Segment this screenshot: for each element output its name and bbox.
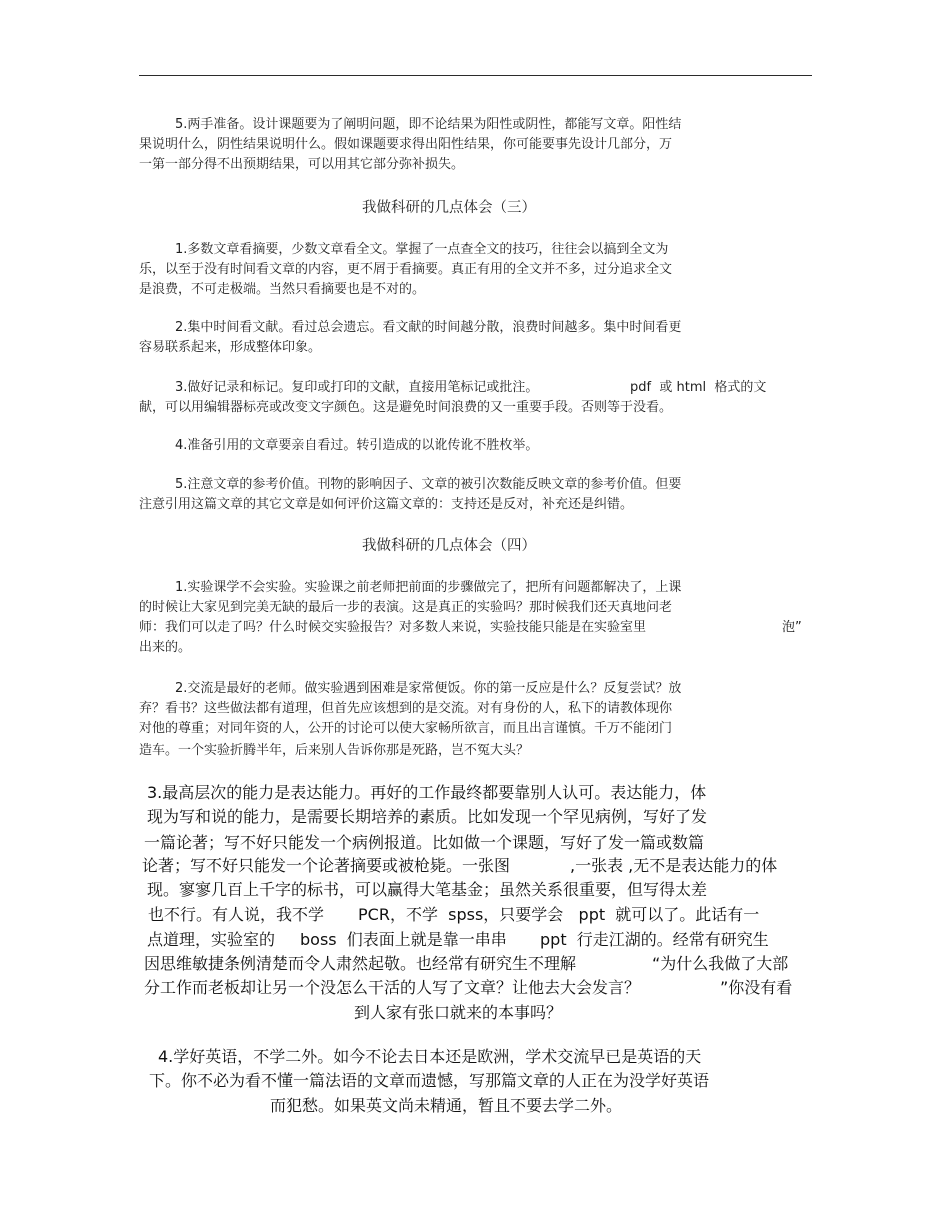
paragraph-line: 是浪费，不可走极端。当然只看摘要也是不对的。	[139, 282, 426, 297]
paragraph-line: 注意引用这篇文章的其它文章是如何评价这篇文章的：支持还是反对，补充还是纠错。	[139, 497, 634, 512]
paragraph-line: 4.准备引用的文章要亲自看过。转引造成的以讹传讹不胜枚举。	[175, 438, 539, 453]
paragraph-line: boss 们表面上就是靠一串串	[300, 930, 507, 949]
paragraph-line: 对他的尊重；对同年资的人，公开的讨论可以使大家畅所欲言，而且出言谨慎。千万不能闭门	[139, 721, 673, 736]
paragraph-line: 5.两手准备。设计课题要为了阐明问题，即不论结果为阳性或阴性，都能写文章。阳性结	[175, 117, 682, 132]
paragraph-line: 师：我们可以走了吗？什么时候交实验报告？对多数人来说，实验技能只能是在实验室里	[139, 620, 647, 635]
paragraph-line: 论著；写不好只能发一个论著摘要或被枪毙。一张图	[142, 856, 511, 875]
paragraph-line: 现为写和说的能力，是需要长期培养的素质。比如发现一个罕见病例，写好了发	[147, 807, 708, 826]
paragraph-line: 3.最高层次的能力是表达能力。再好的工作最终都要靠别人认可。表达能力，体	[147, 783, 707, 802]
paragraph-line: ppt 行走江湖的。经常有研究生	[540, 930, 769, 949]
paragraph-line: 因思维敏捷条例清楚而令人肃然起敬。也经常有研究生不理解	[144, 954, 577, 973]
paragraph-line: 一第一部分得不出预期结果，可以用其它部分弥补损失。	[139, 157, 465, 172]
paragraph-line: 3.做好记录和标记。复印或打印的文献，直接用笔标记或批注。	[175, 380, 539, 395]
paragraph-line: 点道理，实验室的	[147, 930, 276, 949]
paragraph-line: 一篇论著；写不好只能发一个病例报道。比如做一个课题，写好了发一篇或数篇	[144, 833, 705, 852]
paragraph-line: 的时候让大家见到完美无缺的最后一步的表演。这是真正的实验吗？那时候我们还天真地问老	[139, 600, 673, 615]
paragraph-line: 也不行。有人说，我不学	[148, 905, 325, 924]
paragraph-line: ,一张表 ,无不是表达能力的体	[570, 856, 778, 875]
paragraph-line: 乐，以至于没有时间看文章的内容，更不屑于看摘要。真正有用的全文并不多，过分追求全文	[139, 262, 673, 277]
paragraph-line: 造车。一个实验折腾半年，后来别人告诉你那是死路，岂不冤大头？	[139, 743, 530, 758]
paragraph-line: 5.注意文章的参考价值。刊物的影响因子、文章的被引次数能反映文章的参考价值。但要	[175, 477, 682, 492]
paragraph-line: 弃？看书？这些做法都有道理，但首先应该想到的是交流。对有身份的人，私下的请教体现你	[139, 701, 673, 716]
paragraph-line: 2.交流是最好的老师。做实验遇到困难是家常便饭。你的第一反应是什么？反复尝试？放	[175, 681, 682, 696]
paragraph-line: 下。你不必为看不懂一篇法语的文章而遗憾，写那篇文章的人正在为没学好英语	[149, 1071, 710, 1090]
paragraph-line: PCR，不学 spss，只要学会 ppt 就可以了。此话有一	[358, 905, 760, 924]
section-title-4: 我做科研的几点体会（四）	[362, 538, 536, 554]
paragraph-line: 1.实验课学不会实验。实验课之前老师把前面的步骤做完了，把所有问题都解决了，上课	[175, 580, 682, 595]
paragraph-line: 泡”	[782, 620, 802, 635]
paragraph-line: 2.集中时间看文献。看过总会遗忘。看文献的时间越分散，浪费时间越多。集中时间看更	[175, 320, 682, 335]
paragraph-line: 容易联系起来，形成整体印象。	[139, 340, 322, 355]
paragraph-line: 出来的。	[139, 640, 192, 655]
paragraph-line: 献，可以用编辑器标亮或改变文字颜色。这是避免时间浪费的又一重要手段。否则等于没看。	[139, 400, 673, 415]
paragraph-line: 而犯愁。如果英文尚未精通，暂且不要去学二外。	[270, 1096, 623, 1115]
paragraph-line: 4.学好英语，不学二外。如今不论去日本还是欧洲，学术交流早已是英语的天	[158, 1047, 702, 1066]
header-rule	[139, 75, 812, 76]
paragraph-line: “为什么我做了大部	[652, 954, 789, 973]
section-title-3: 我做科研的几点体会（三）	[362, 200, 536, 216]
paragraph-line: 1.多数文章看摘要，少数文章看全文。掌握了一点查全文的技巧，往往会以搞到全文为	[175, 242, 669, 257]
paragraph-line: 果说明什么，阴性结果说明什么。假如课题要求得出阳性结果，你可能要事先设计几部分，万	[139, 137, 673, 152]
paragraph-line: 分工作而老板却让另一个没怎么干活的人写了文章？让他去大会发言？	[144, 978, 641, 997]
paragraph-line: ”你没有看	[720, 978, 793, 997]
paragraph-line: 现。寥寥几百上千字的标书，可以赢得大笔基金；虽然关系很重要，但写得太差	[147, 880, 708, 899]
paragraph-line: pdf 或 html 格式的文	[630, 380, 767, 395]
paragraph-line: 到人家有张口就来的本事吗？	[354, 1003, 563, 1022]
